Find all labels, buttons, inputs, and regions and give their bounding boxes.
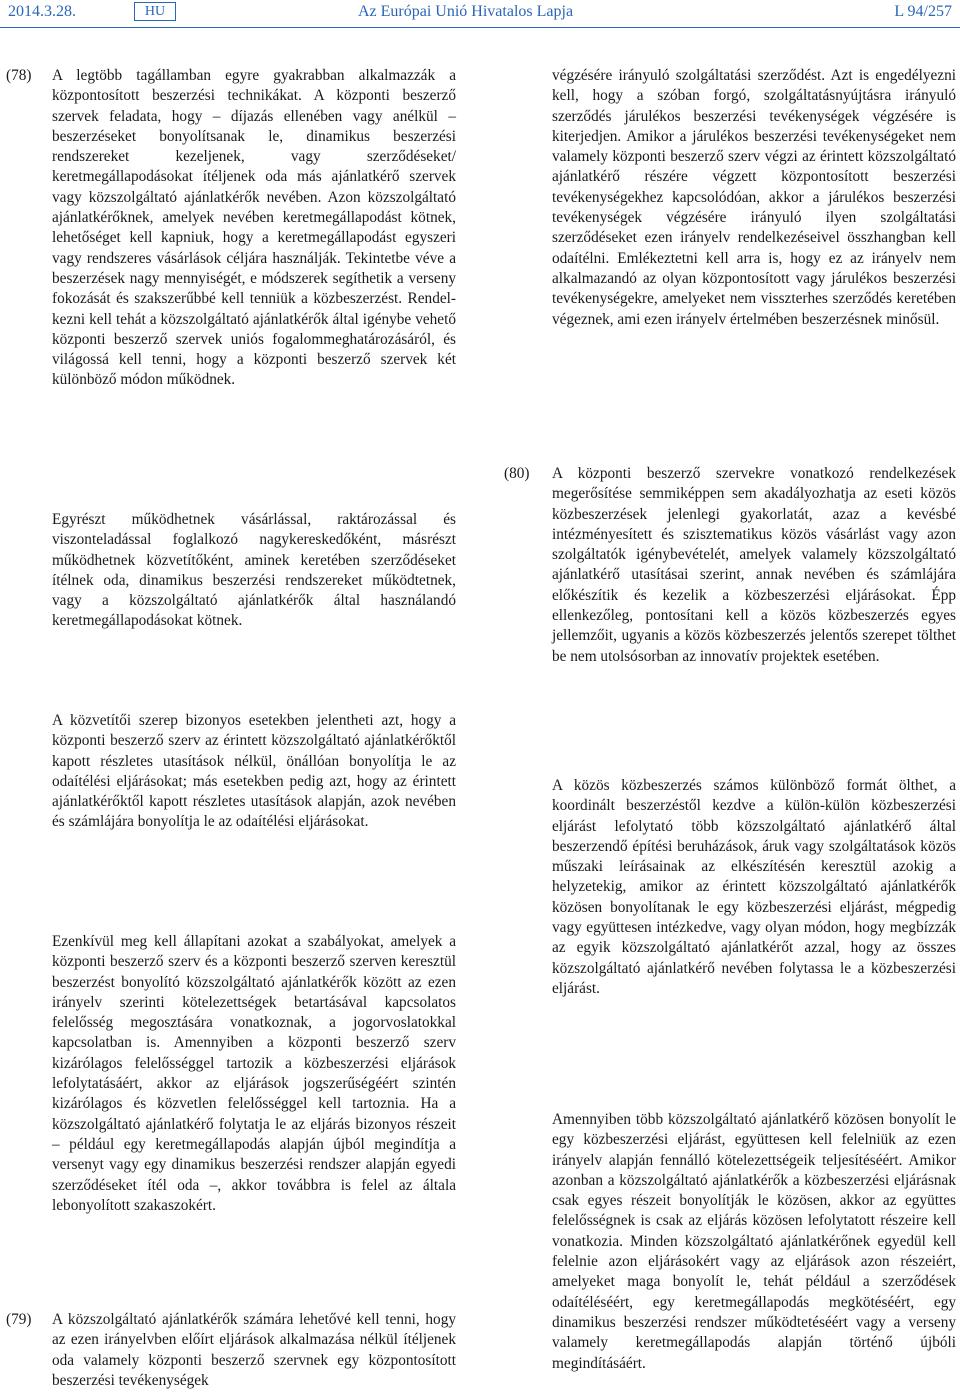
page-reference: L 94/257 [894,3,952,20]
recital-80-paragraph-3: Amennyiben több közszolgáltató ajánlatkérő közösen bonyolít le egy közbeszerzési eljárást, együttesen kell felelniük az ezen irányelv alapján fennálló kötelezettségeik teljesítéséért. Amikor azonban a közszolgáltató ajánlatkérők a közbeszerzési eljárásnak csak egyes részeit bonyolítják le közösen, akkor az együttes felelősségnek is csak az eljárás közösen lefolytatott részeire kell vonatkozia. Minden közszolgáltató ajánlatkérőnek egyedül kell felelnie azon eljárásokért vagy az eljárások azon részeiért, amelyeket maga bonyolít le, tehát például a szerződések odaítéléséért, egy keretmegállapodás megkötéséért, egy dinamikus beszerzési rendszer működtetéséért vagy a verseny valamely keretmegállapodás alapján történő újbóli megindításáért. [552,1111,956,1372]
recital-78-paragraph-4: Ezenkívül meg kell állapítani azokat a szabályokat, amelyek a központi beszerző szerv és a központi beszerző szerven keresztül beszerzést bonyolító közszolgáltató ajánlatkérők között az ezen irányelv szerinti kötelezettségek betartásával kapcsolatos felelősség megosztására vonatkoznak, a jogorvoslatokkal kapcsolatban is. Amennyiben a központi beszerző szerv kizárólagos felelősséggel tartozik a közbeszerzési eljárások lefolytatásáért, akkor az eljárások jogszerűségéért szintén kizárólagos és közvetlen felelősséggel kell tartoznia. Ha a közszolgáltató ajánlatkérő folytatja le az eljárás bizonyos részeit – például egy keretmegállapodás alapján újból megindítja a versenyt vagy egy dinamikus beszerzési rendszer alapján egyedi szerződéseket ítél oda –, akkor továbbra is felel az általa lebonyolított szakaszokért. [52,933,456,1214]
language-badge: HU [134,2,176,21]
header-divider [0,27,960,28]
recital-number-80: (80) [504,465,530,482]
recital-78-paragraph-1: A legtöbb tagállamban egyre gyakrabban alkalmazzák a központosított beszerzési technikákat. A központi beszerző szervek feladata, hogy – díjazás ellenében vagy anélkül – beszerzéseket bonyolítsanak le, dinamikus beszerzési rendszereket kezeljenek, vagy szerződéseket/ keretmegállapodásokat ítéljenek oda más ajánlatkérő szervek vagy közszolgáltató ajánlatkérők nevében. Azon közszolgáltató ajánlatkérőknek, amelyek nevében keretmegállapodást kötnek, lehetőséget kell kapniuk, hogy a keretmegállapodást egyszeri vagy rendszeres vásárlások céljára használják. Tekintetbe véve a beszerzések nagy mennyiségét, e módszerek segíthetik a verseny fokozását és szakszerűbbé kell tenniük a közbeszerzést. Rendelkezni kell tehát a közszolgáltató ajánlatkérők által igénybe vehető központi beszerző szervek uniós fogalommeghatározásáról, és világossá kell tenni, hogy a központi beszerző szervek két különböző módon működnek. [52,67,456,389]
recital-79-paragraph-1: A közszolgáltató ajánlatkérők számára lehetővé kell tenni, hogy az ezen irányelvben előírt eljárások alkalmazása nélkül ítéljenek oda valamely központi beszerző szervnek egy központosított beszerzési tevékenységek [52,1311,456,1389]
recital-number-78: (78) [6,67,32,84]
page-header [0,0,960,28]
recital-78-paragraph-2: Egyrészt működhetnek vásárlással, raktározással és viszonteladással foglalkozó nagykereskedőként, másrészt működhetnek közvetítőként, aminek keretében szerződéseket ítélnek oda, dinamikus beszerzési rendszereket működtetnek, vagy a közszolgáltató ajánlatkérők által használandó keretmegállapodásokat kötnek. [52,511,456,630]
recital-80-paragraph-1: A központi beszerző szervekre vonatkozó rendelkezések megerősítése semmiképpen sem akadályozhatja az eseti közös közbeszerzések jelenlegi gyakorlatát, azaz a kevésbé intézményesített és szisztematikus közös vásárlást vagy azon szolgáltatók igénybevételét, amelyek valamely közszolgáltató ajánlatkérő utasításai szerint, annak nevében és számlájára előkészítik és kezelik a közbeszerzési eljárásokat. Épp ellenkezőleg, pontosítani kell a közös közbeszerzés egyes jellemzőit, ugyanis a közös közbeszerzés jelentős szerepet tölthet be nem utolsósorban az innovatív projektek esetében. [552,465,956,665]
journal-title: Az Európai Unió Hivatalos Lapja [358,3,574,20]
recital-79-continuation: végzésére irányuló szolgáltatási szerződést. Azt is engedélyezni kell, hogy a szóban forgó, szolgáltatásnyújtásra irányuló szerződés járulékos beszerzési tevékenységek végzésére is kiterjedjen. Amikor a járulékos beszerzési tevékenységeket nem valamely központi beszerző szerv végzi az érintett közszolgáltató ajánlatkérő részére végzett központosított beszerzési tevékenységekhez kapcsolódóan, akkor a járulékos beszerzési tevékenységek végzésére irányuló ilyen szolgáltatási szerződéseket ezen irányelv rendelkezéseivel összhangban kell odaítélni. Emlékeztetni kell arra is, hogy ez az irányelv nem alkalmazandó az olyan központosított vagy járulékos beszerzési tevékenységekre, amelyeket nem visszterhes szerződés keretében végeznek, ami ezen irányelv értelmében beszerzésnek minősül. [552,67,956,328]
recital-number-79: (79) [6,1311,32,1328]
publication-date: 2014.3.28. [8,3,76,20]
recital-78-paragraph-3: A közvetítői szerep bizonyos esetekben jelentheti azt, hogy a központi beszerző szerv az érintett közszolgáltató ajánlatkérőktől kapott részletes utasítások nélkül, önállóan bonyolítja le az odaítélési eljárásokat; más esetekben pedig azt, hogy az érintett ajánlatkérőktől kapott részletes utasítások alapján, azok nevében és számlájára bonyolítja le az odaítélési eljárásokat. [52,712,456,831]
recital-80-paragraph-2: A közös közbeszerzés számos különböző formát ölthet, a koordinált beszerzéstől kezdve a külön-külön közbeszerzési eljárást lefolytató több közszolgáltató ajánlatkérő által beszerzendő építési beruházások, áruk vagy szolgáltatások közös műszaki leírásainak az elkészítésén keresztül azokig a helyzetekig, amikor az érintett közszolgáltató ajánlatkérők közösen bonyolítanak le egy közbeszerzési eljárást, mégpedig vagy együttesen intézkedve, vagy olyan módon, hogy megbízzák az egyik közszolgáltató ajánlatkérőt azzal, hogy az összes közszolgáltató ajánlatkérő nevében folytassa le a közbeszerzési eljárást. [552,777,956,997]
